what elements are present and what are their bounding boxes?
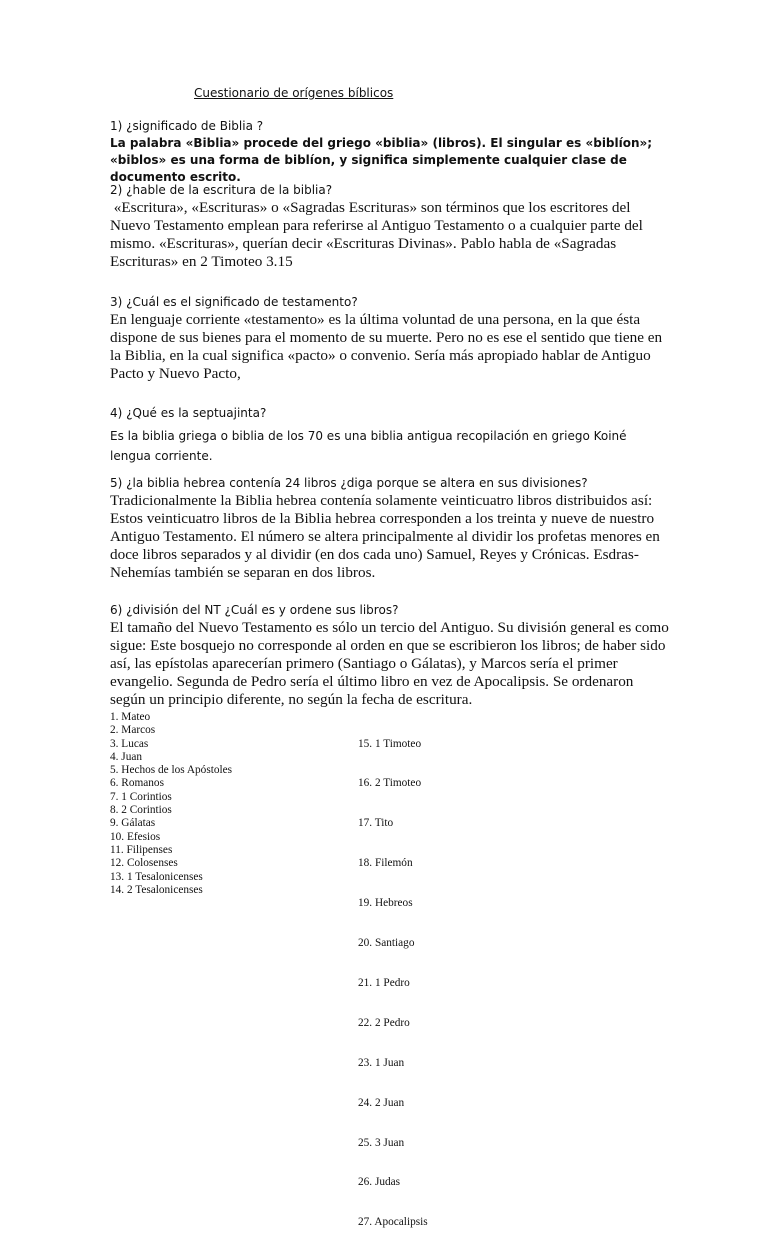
books-list-left xyxy=(110,711,232,897)
question-1: 1) ¿significado de Biblia ? xyxy=(110,119,264,133)
question-3: 3) ¿Cuál es el significado de testamento? xyxy=(110,295,358,309)
question-5: 5) ¿la biblia hebrea contenía 24 libros ¿diga porque se altera en sus divisiones? xyxy=(110,476,588,490)
question-4: 4) ¿Qué es la septuajinta? xyxy=(110,406,267,420)
list-item: 19. Hebreos xyxy=(358,897,413,910)
list-item: 1. Mateo xyxy=(110,711,151,723)
list-item: 3. Lucas xyxy=(110,737,149,750)
section-3 xyxy=(110,294,670,383)
books-list-right xyxy=(358,711,428,1256)
list-item: 5. Hechos de los Apóstoles xyxy=(110,764,233,777)
list-item: 2. Marcos xyxy=(110,724,156,737)
question-6: 6) ¿división del NT ¿Cuál es y ordene sus libros? xyxy=(110,603,399,617)
section-2 xyxy=(110,182,670,271)
answer-2: «Escritura», «Escrituras» o «Sagradas Escrituras» son términos que los escritores del Nuevo Testamento emplean para referirse al Antiguo Testamento o a cualquier parte del mismo. «Escrituras», querían decir «Escrituras Divinas». Pablo habla de «Sagradas Escrituras» en 2 Timoteo 3.15 xyxy=(110,199,647,270)
list-item: 14. 2 Tesalonicenses xyxy=(110,883,203,896)
list-item: 18. Filemón xyxy=(358,857,413,870)
question-2: 2) ¿hable de la escritura de la biblia? xyxy=(110,183,333,197)
list-item: 11. Filipenses xyxy=(110,843,173,856)
document-title: Cuestionario de orígenes bíblicos xyxy=(194,86,394,100)
list-item: 27. Apocalipsis xyxy=(358,1216,428,1229)
section-5 xyxy=(110,475,670,582)
list-item: 23. 1 Juan xyxy=(358,1056,405,1069)
list-item: 16. 2 Timoteo xyxy=(358,777,422,790)
list-item: 10. Efesios xyxy=(110,830,161,843)
section-4 xyxy=(110,405,670,466)
list-item: 20. Santiago xyxy=(358,937,415,950)
section-1 xyxy=(110,118,670,186)
answer-3: En lenguaje corriente «testamento» es la última voluntad de una persona, en la que ésta dispone de sus bienes para el momento de su muerte. Pero no es ese el sentido que tiene en la Biblia, en la cual significa «pacto» o convenio. Sería más apropiado hablar de Antiguo Pacto y Nuevo Pacto, xyxy=(110,311,663,382)
section-6 xyxy=(110,602,670,709)
list-item: 17. Tito xyxy=(358,817,394,830)
answer-4: Es la biblia griega o biblia de los 70 es una biblia antigua recopilación en griego Koiné lengua corriente. xyxy=(110,429,627,463)
list-item: 21. 1 Pedro xyxy=(358,976,410,989)
list-item: 9. Gálatas xyxy=(110,817,156,830)
list-item: 13. 1 Tesalonicenses xyxy=(110,870,203,883)
list-item: 7. 1 Corintios xyxy=(110,790,172,803)
answer-6: El tamaño del Nuevo Testamento es sólo un tercio del Antiguo. Su división general es como sigue: Este bosquejo no corresponde al orden en que se escribieron los libros; de haber sido así, las epístolas aparecerían primero (Santiago o Gálatas), y Marcos sería el primer evangelio. Segunda de Pedro sería el último libro en vez de Apocalipsis. Se ordenaron según un principio diferente, no según la fecha de escritura. xyxy=(110,619,669,708)
list-item: 22. 2 Pedro xyxy=(358,1016,410,1029)
list-item: 15. 1 Timoteo xyxy=(358,737,422,750)
list-item: 6. Romanos xyxy=(110,777,164,790)
list-item: 12. Colosenses xyxy=(110,857,178,870)
list-item: 24. 2 Juan xyxy=(358,1096,405,1109)
list-item: 4. Juan xyxy=(110,750,143,763)
list-item: 25. 3 Juan xyxy=(358,1136,405,1149)
answer-1: La palabra «Biblia» procede del griego «biblia» (libros). El singular es «biblíon»; «biblos» es una forma de biblíon, y significa simplemente cualquier clase de documento escrito. xyxy=(110,136,653,184)
list-item: 26. Judas xyxy=(358,1176,401,1189)
list-item: 8. 2 Corintios xyxy=(110,804,172,817)
answer-5: Tradicionalmente la Biblia hebrea contenía solamente veinticuatro libros distribuidos así: Estos veinticuatro libros de la Biblia hebrea corresponden a los treinta y nueve de nuestro Antiguo Testamento. El número se altera principalmente al dividir los profetas menores en doce libros separados y al dividir (en dos cada uno) Samuel, Reyes y Crónicas. Esdras-Nehemías también se separan en dos libros. xyxy=(110,492,660,581)
